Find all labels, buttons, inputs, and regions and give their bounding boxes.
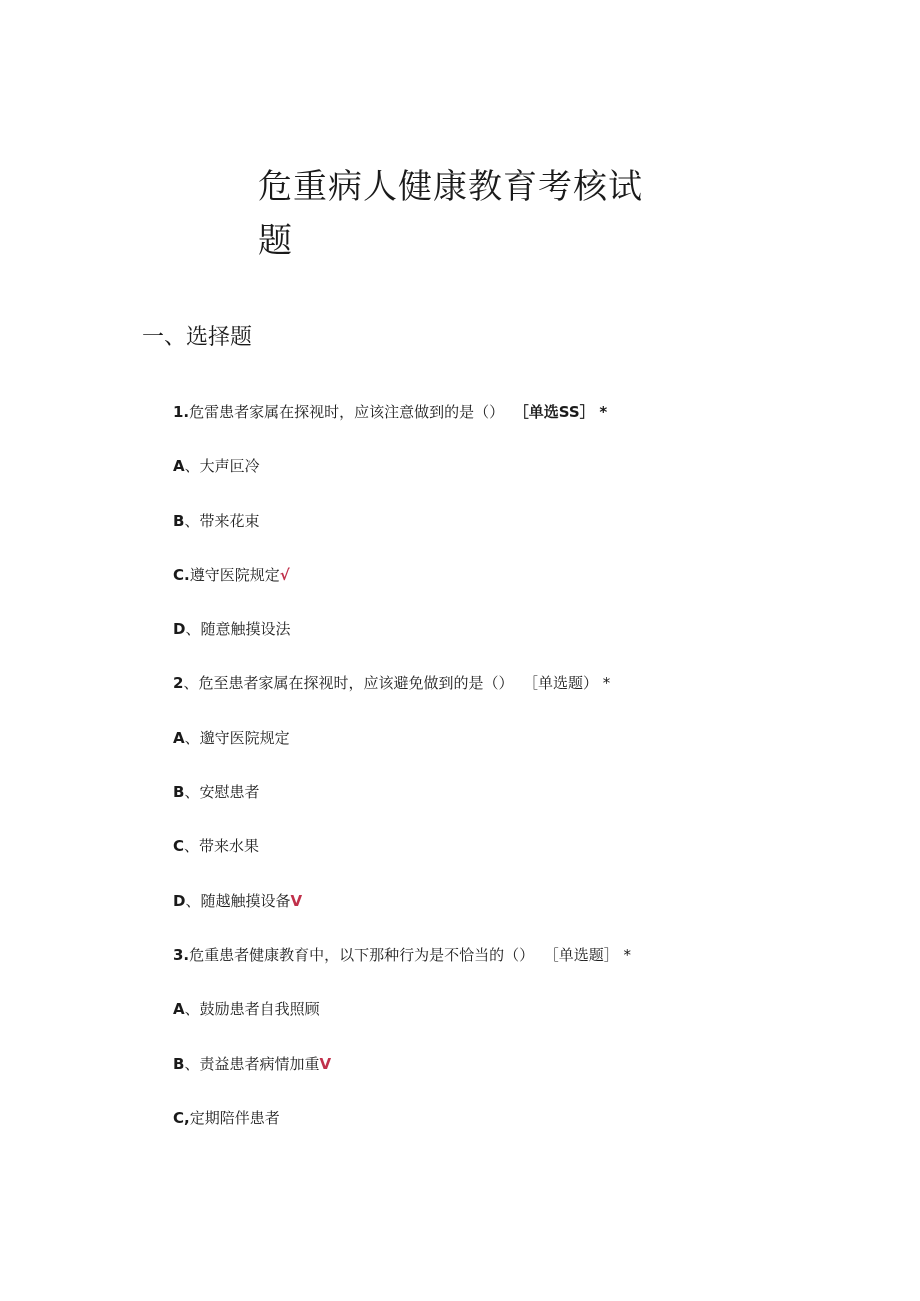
option-letter: A — [173, 457, 185, 476]
option-item — [173, 509, 853, 563]
option-separator: 、 — [184, 1054, 200, 1073]
document-title — [258, 160, 658, 268]
question-type-tag: ［单选题） — [523, 674, 599, 693]
question-list — [173, 400, 853, 1160]
question-type-tag: ［单选题］ — [543, 945, 619, 964]
question-text: 、危至患者家属在探视时，应该避免做到的是（） — [183, 674, 514, 693]
option-text: 安慰患者 — [199, 783, 260, 802]
option-separator: 、 — [184, 511, 200, 530]
question-1 — [173, 400, 853, 454]
option-letter: B — [173, 1054, 185, 1073]
option-text: 随意触摸设法 — [200, 620, 291, 639]
option-text: 邈守医院规定 — [199, 728, 290, 747]
option-letter: A — [173, 1000, 185, 1019]
option-item — [173, 780, 853, 834]
option-item — [173, 1052, 853, 1106]
option-text: 带来花束 — [199, 511, 260, 530]
option-separator: 、 — [185, 891, 201, 910]
option-item — [173, 1106, 853, 1160]
option-item — [173, 617, 853, 671]
option-separator: 、 — [184, 1000, 200, 1019]
option-letter: C, — [173, 1108, 190, 1127]
option-item — [173, 726, 853, 780]
question-number: 1. — [173, 403, 190, 421]
option-text: 定期陪伴患者 — [189, 1108, 280, 1127]
title-line-2: 题 — [258, 221, 293, 261]
option-text: 大声叵冷 — [199, 457, 260, 476]
option-separator: 、 — [184, 728, 200, 747]
option-letter: A — [173, 728, 185, 747]
answer-mark: V — [290, 891, 303, 910]
required-marker: * — [623, 945, 631, 964]
option-letter: B — [173, 783, 185, 802]
option-letter: B — [173, 511, 185, 530]
option-item — [173, 834, 853, 888]
option-text: 随越触摸设备 — [200, 891, 291, 910]
option-item — [173, 889, 853, 943]
option-letter: D — [173, 620, 186, 639]
option-letter: D — [173, 891, 186, 910]
option-text: 鼓励患者自我照顾 — [199, 1000, 320, 1019]
answer-mark: V — [319, 1054, 332, 1073]
option-item — [173, 454, 853, 508]
title-line-1: 危重病人健康教育考核试 — [258, 167, 643, 207]
option-item — [173, 997, 853, 1051]
option-text: 遵守医院规定 — [189, 565, 280, 584]
option-separator: 、 — [185, 620, 201, 639]
option-letter: C — [173, 837, 185, 856]
required-marker: * — [602, 674, 611, 693]
question-text: 危重患者健康教育中，以下那种行为是不恰当的（） — [189, 945, 535, 964]
question-3 — [173, 943, 853, 997]
option-separator: 、 — [184, 457, 200, 476]
option-text: 带来水果 — [199, 837, 260, 856]
question-number: 3. — [173, 945, 190, 964]
required-marker: * — [599, 403, 608, 421]
section-heading: 一、选择题 — [142, 325, 253, 350]
option-text: 责益患者病情加重 — [199, 1054, 320, 1073]
question-2 — [173, 671, 853, 725]
option-item — [173, 563, 853, 617]
option-separator: 、 — [184, 837, 200, 856]
question-type-tag: ［单选SS］ — [513, 403, 595, 421]
question-text: 危雷患者家属在探视时，应该注意做到的是（） — [189, 403, 505, 421]
question-number: 2 — [173, 674, 184, 693]
option-letter: C. — [173, 565, 190, 584]
answer-mark: √ — [279, 565, 290, 584]
option-separator: 、 — [184, 783, 200, 802]
